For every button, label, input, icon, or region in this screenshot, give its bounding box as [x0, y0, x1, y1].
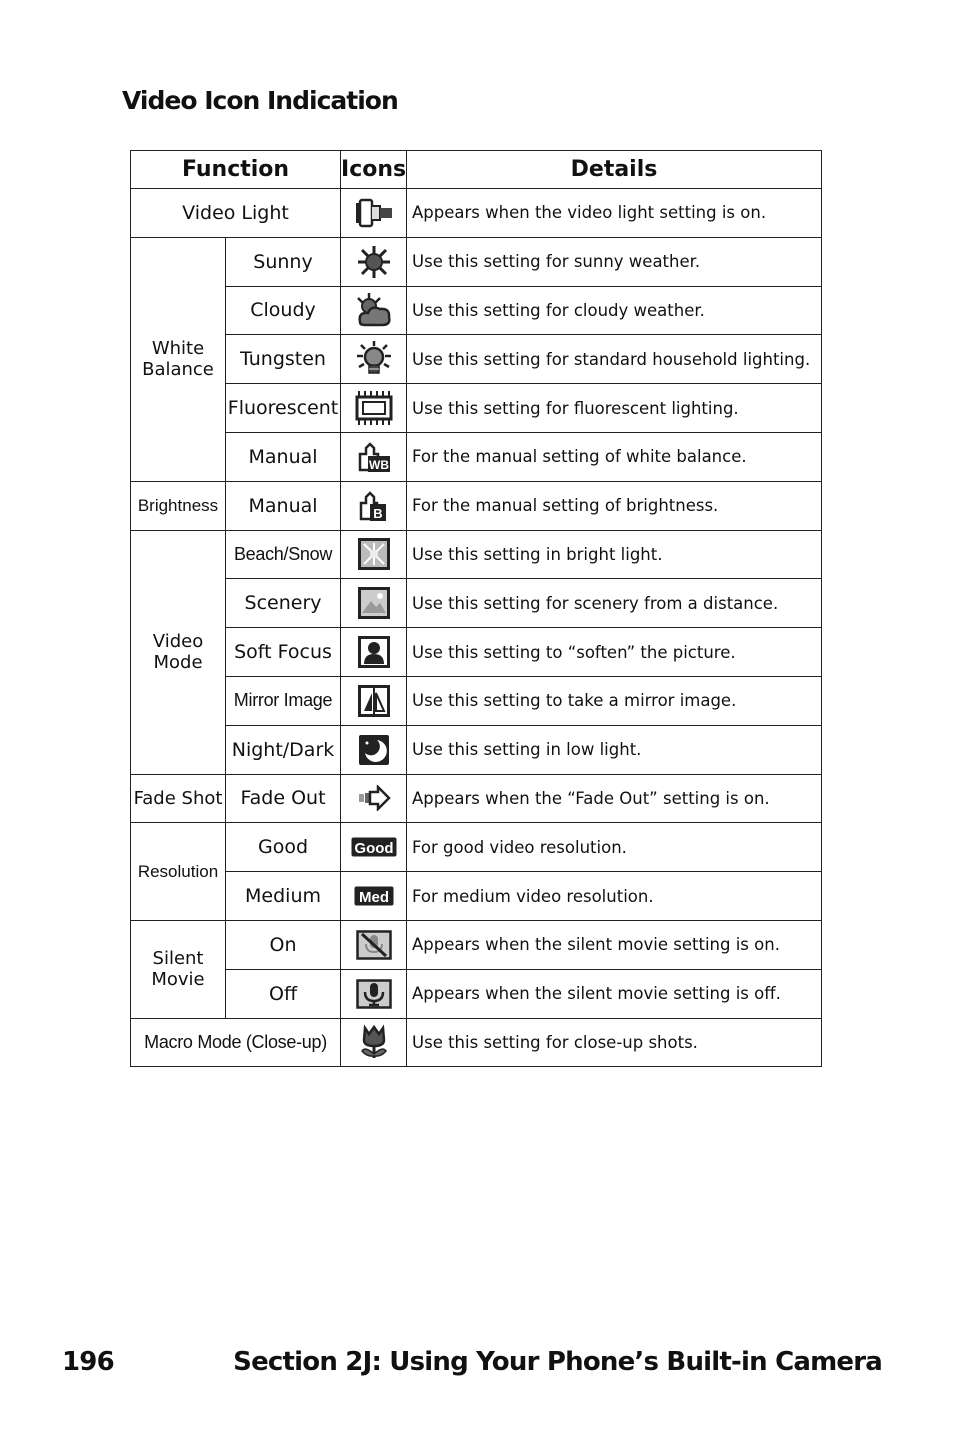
detail-text: Use this setting for scenery from a distance.	[407, 579, 822, 628]
function-label: Beach/Snow	[226, 530, 341, 579]
detail-text: Use this setting for sunny weather.	[407, 237, 822, 286]
cloud-icon	[341, 286, 407, 335]
fluorescent-icon	[341, 384, 407, 433]
category-brightness: Brightness	[131, 481, 226, 530]
table-row	[131, 432, 822, 481]
function-label: Macro Mode (Close-up)	[131, 1018, 341, 1067]
table-row	[131, 237, 822, 286]
wb-manual-icon	[341, 432, 407, 481]
scenery-icon	[341, 579, 407, 628]
category-video-mode: Video Mode	[131, 530, 226, 774]
column-header-icons: Icons	[341, 151, 407, 189]
brightness-manual-icon	[341, 481, 407, 530]
detail-text: Use this setting for cloudy weather.	[407, 286, 822, 335]
table-row	[131, 286, 822, 335]
good-badge-text: Good	[353, 840, 394, 858]
video-icon-table	[130, 150, 822, 1067]
table-row	[131, 530, 822, 579]
table-row	[131, 774, 822, 823]
mic-icon	[341, 969, 407, 1018]
table-row	[131, 969, 822, 1018]
column-header-details: Details	[407, 151, 822, 189]
detail-text: For good video resolution.	[407, 823, 822, 872]
function-label: Tungsten	[226, 335, 341, 384]
table-row	[131, 920, 822, 969]
detail-text: Appears when the silent movie setting is on.	[407, 920, 822, 969]
table-row	[131, 823, 822, 872]
detail-text: For the manual setting of white balance.	[407, 432, 822, 481]
detail-text: Use this setting for close-up shots.	[407, 1018, 822, 1067]
med-badge-icon	[341, 872, 407, 921]
page-heading: Video Icon Indication	[122, 86, 398, 115]
table-row	[131, 872, 822, 921]
table-row	[131, 481, 822, 530]
function-label: Good	[226, 823, 341, 872]
beach-snow-icon	[341, 530, 407, 579]
table-row	[131, 579, 822, 628]
moon-icon	[341, 725, 407, 774]
detail-text: For the manual setting of brightness.	[407, 481, 822, 530]
function-label: Sunny	[226, 237, 341, 286]
function-label: Manual	[226, 432, 341, 481]
table-row	[131, 189, 822, 238]
detail-text: Appears when the video light setting is on.	[407, 189, 822, 238]
function-label: Cloudy	[226, 286, 341, 335]
detail-text: Appears when the “Fade Out” setting is on.	[407, 774, 822, 823]
section-title: Section 2J: Using Your Phone’s Built-in Camera	[233, 1347, 882, 1377]
svg-text:B: B	[372, 505, 383, 521]
lightbulb-icon	[341, 335, 407, 384]
sun-icon	[341, 237, 407, 286]
detail-text: Use this setting to take a mirror image.	[407, 676, 822, 725]
detail-text: Use this setting for standard household lighting.	[407, 335, 822, 384]
function-label: Scenery	[226, 579, 341, 628]
video-light-icon	[341, 189, 407, 238]
med-badge-text: Med	[358, 889, 389, 907]
detail-text: For medium video resolution.	[407, 872, 822, 921]
function-label: Off	[226, 969, 341, 1018]
detail-text: Use this setting for fluorescent lighting.	[407, 384, 822, 433]
function-label: Fade Out	[226, 774, 341, 823]
function-label: Video Light	[131, 189, 341, 238]
table-row	[131, 335, 822, 384]
detail-text: Use this setting in bright light.	[407, 530, 822, 579]
page-number: 196	[62, 1347, 114, 1377]
function-label: Mirror Image	[226, 676, 341, 725]
table-row	[131, 628, 822, 677]
tulip-icon	[341, 1018, 407, 1067]
soft-focus-icon	[341, 628, 407, 677]
function-label: Soft Focus	[226, 628, 341, 677]
header-row	[131, 151, 822, 189]
function-label: Fluorescent	[226, 384, 341, 433]
category-resolution: Resolution	[131, 823, 226, 921]
category-silent-movie: Silent Movie	[131, 920, 226, 1018]
category-white-balance: White Balance	[131, 237, 226, 481]
detail-text: Use this setting to “soften” the picture.	[407, 628, 822, 677]
table-row	[131, 676, 822, 725]
table-row	[131, 725, 822, 774]
mic-muted-icon	[341, 920, 407, 969]
detail-text: Appears when the silent movie setting is off.	[407, 969, 822, 1018]
detail-text: Use this setting in low light.	[407, 725, 822, 774]
column-header-function: Function	[131, 151, 341, 189]
function-label: Manual	[226, 481, 341, 530]
mirror-image-icon	[341, 676, 407, 725]
function-label: Night/Dark	[226, 725, 341, 774]
table-row	[131, 1018, 822, 1067]
table-row	[131, 384, 822, 433]
arrow-right-icon	[341, 774, 407, 823]
function-label: Medium	[226, 872, 341, 921]
function-label: On	[226, 920, 341, 969]
svg-text:WB: WB	[368, 457, 389, 472]
category-fade-shot: Fade Shot	[131, 774, 226, 823]
good-badge-icon	[341, 823, 407, 872]
